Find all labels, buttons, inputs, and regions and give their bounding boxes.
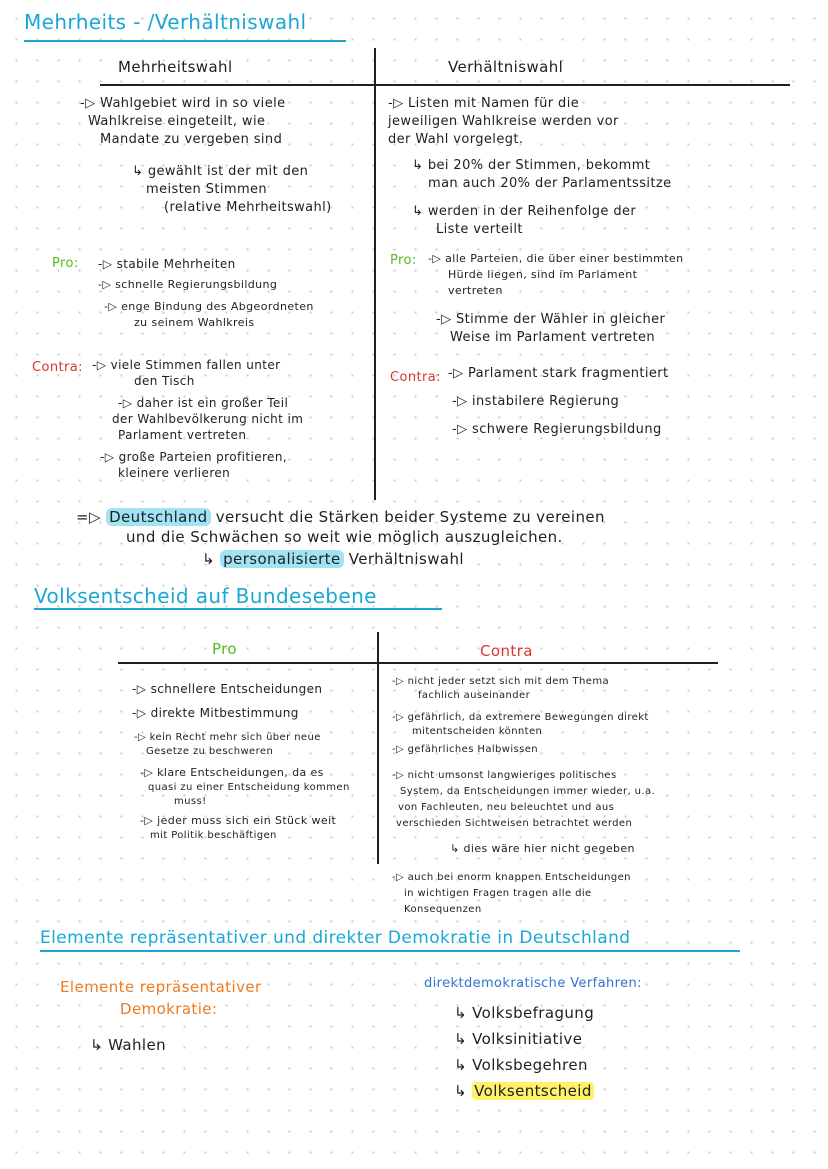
left-contra-item: Parlament vertreten	[118, 428, 247, 442]
conclusion-text: versucht die Stärken beider Systeme zu vereinen	[215, 508, 605, 526]
vote-contra-item: -▷ gefährliches Halbwissen	[392, 744, 539, 755]
vote-pro-item: -▷ jeder muss sich ein Stück weit	[140, 814, 337, 827]
direct-item: ↳ Volksbegehren	[454, 1056, 588, 1074]
pro-label-right: Pro:	[390, 253, 417, 268]
title-underline	[24, 40, 346, 42]
section3-title: Elemente repräsentativer und direkter Demokratie in Deutschland	[40, 928, 631, 948]
right-sub-line: ↳ bei 20% der Stimmen, bekommt	[412, 158, 651, 173]
right-sub-line: Liste verteilt	[436, 222, 523, 237]
left-contra-item: den Tisch	[134, 374, 195, 388]
left-sub-line: ↳ gewählt ist der mit den	[132, 164, 309, 179]
left-desc-line: Wahlkreise eingeteilt, wie	[88, 114, 266, 129]
right-pro-item: -▷ alle Parteien, die über einer bestimmten	[428, 252, 684, 265]
table-header-rule	[118, 662, 718, 664]
highlight-volksentscheid: Volksentscheid	[474, 1082, 592, 1100]
right-pro-item: vertreten	[448, 284, 503, 297]
conclusion-line-1	[76, 508, 605, 527]
title-underline	[34, 608, 442, 610]
left-contra-item: -▷ viele Stimmen fallen unter	[92, 358, 281, 372]
arrow: ↳	[202, 550, 215, 568]
left-pro-item: -▷ stabile Mehrheiten	[98, 257, 236, 271]
left-pro-item: zu seinem Wahlkreis	[134, 316, 255, 329]
table-column-divider	[374, 48, 376, 500]
contra-label-left: Contra:	[32, 360, 83, 375]
right-heading: Verhältniswahl	[448, 58, 564, 76]
vote-pro-item: -▷ direkte Mitbestimmung	[132, 706, 299, 720]
pro-label-left: Pro:	[52, 256, 79, 271]
double-arrow: =▷	[76, 508, 101, 526]
pro-heading: Pro	[212, 640, 237, 658]
direct-item: ↳ Volksbefragung	[454, 1004, 595, 1022]
contra-heading: Contra	[480, 642, 533, 660]
representative-heading: Demokratie:	[120, 1000, 218, 1018]
left-sub-line: meisten Stimmen	[146, 182, 268, 197]
vote-contra-item: -▷ gefährlich, da extremere Bewegungen direkt	[392, 712, 649, 723]
vote-contra-item: -▷ nicht umsonst langwieriges politisches	[392, 770, 617, 781]
left-contra-item: -▷ daher ist ein großer Teil	[118, 396, 289, 410]
vote-contra-item: System, da Entscheidungen immer wieder, u.a.	[400, 786, 656, 797]
vote-contra-item: mitentscheiden könnten	[412, 726, 543, 737]
right-pro-item: Hürde liegen, sind im Parlament	[448, 268, 638, 281]
title-underline	[40, 950, 740, 952]
right-contra-item: -▷ instabilere Regierung	[452, 394, 620, 409]
vote-pro-item: Gesetze zu beschweren	[146, 746, 274, 757]
direct-item: ↳ Volksinitiative	[454, 1030, 583, 1048]
left-desc-line: Mandate zu vergeben sind	[100, 132, 283, 147]
vote-contra-item: fachlich auseinander	[418, 690, 531, 701]
conclusion-tail: Verhältniswahl	[348, 550, 464, 568]
left-pro-item: -▷ schnelle Regierungsbildung	[98, 278, 278, 291]
vote-pro-item: mit Politik beschäftigen	[150, 830, 277, 841]
left-contra-item: kleinere verlieren	[118, 466, 231, 480]
left-heading: Mehrheitswahl	[118, 58, 233, 76]
right-sub-line: ↳ werden in der Reihenfolge der	[412, 204, 637, 219]
highlight-deutschland: Deutschland	[106, 508, 211, 526]
conclusion-line-3	[202, 550, 464, 569]
right-contra-item: -▷ schwere Regierungsbildung	[452, 422, 662, 437]
direct-heading: direktdemokratische Verfahren:	[424, 976, 642, 991]
representative-heading: Elemente repräsentativer	[60, 978, 262, 996]
highlight-personalisierte: personalisierte	[220, 550, 343, 568]
right-pro-item: -▷ Stimme der Wähler in gleicher	[436, 312, 666, 327]
section1-title: Mehrheits - /Verhältniswahl	[24, 10, 307, 34]
contra-label-right: Contra:	[390, 370, 441, 385]
conclusion-line-2: und die Schwächen so weit wie möglich auszugleichen.	[126, 528, 563, 546]
table-header-rule	[100, 84, 790, 86]
left-sub-line: (relative Mehrheitswahl)	[164, 200, 332, 215]
left-contra-item: der Wahlbevölkerung nicht im	[112, 412, 304, 426]
right-pro-item: Weise im Parlament vertreten	[450, 330, 656, 345]
left-desc-line: -▷ Wahlgebiet wird in so viele	[80, 96, 286, 111]
direct-item	[454, 1082, 594, 1101]
vote-contra-item: -▷ auch bei enorm knappen Entscheidungen	[392, 872, 631, 883]
vote-contra-item: Konsequenzen	[404, 904, 482, 915]
left-contra-item: -▷ große Parteien profitieren,	[100, 450, 288, 464]
representative-item: ↳ Wahlen	[90, 1036, 167, 1054]
left-pro-item: -▷ enge Bindung des Abgeordneten	[104, 300, 314, 313]
vote-pro-item: muss!	[174, 796, 207, 807]
vote-contra-item: verschieden Sichtweisen betrachtet werden	[396, 818, 633, 829]
vote-contra-item: von Fachleuten, neu beleuchtet und aus	[398, 802, 615, 813]
section2-title: Volksentscheid auf Bundesebene	[34, 584, 377, 608]
arrow: ↳	[454, 1082, 467, 1100]
right-desc-line: jeweiligen Wahlkreise werden vor	[388, 114, 619, 129]
vote-contra-item: -▷ nicht jeder setzt sich mit dem Thema	[392, 676, 609, 687]
table-column-divider	[377, 632, 379, 864]
vote-pro-item: -▷ schnellere Entscheidungen	[132, 682, 323, 696]
vote-contra-item: in wichtigen Fragen tragen alle die	[404, 888, 592, 899]
right-desc-line: der Wahl vorgelegt.	[388, 132, 524, 147]
right-desc-line: -▷ Listen mit Namen für die	[388, 96, 580, 111]
vote-pro-item: quasi zu einer Entscheidung kommen	[148, 782, 350, 793]
vote-pro-item: -▷ klare Entscheidungen, da es	[140, 766, 324, 779]
vote-pro-item: -▷ kein Recht mehr sich über neue	[134, 732, 321, 743]
vote-contra-item: ↳ dies wäre hier nicht gegeben	[450, 842, 635, 855]
right-sub-line: man auch 20% der Parlamentssitze	[428, 176, 672, 191]
right-contra-item: -▷ Parlament stark fragmentiert	[448, 366, 669, 381]
